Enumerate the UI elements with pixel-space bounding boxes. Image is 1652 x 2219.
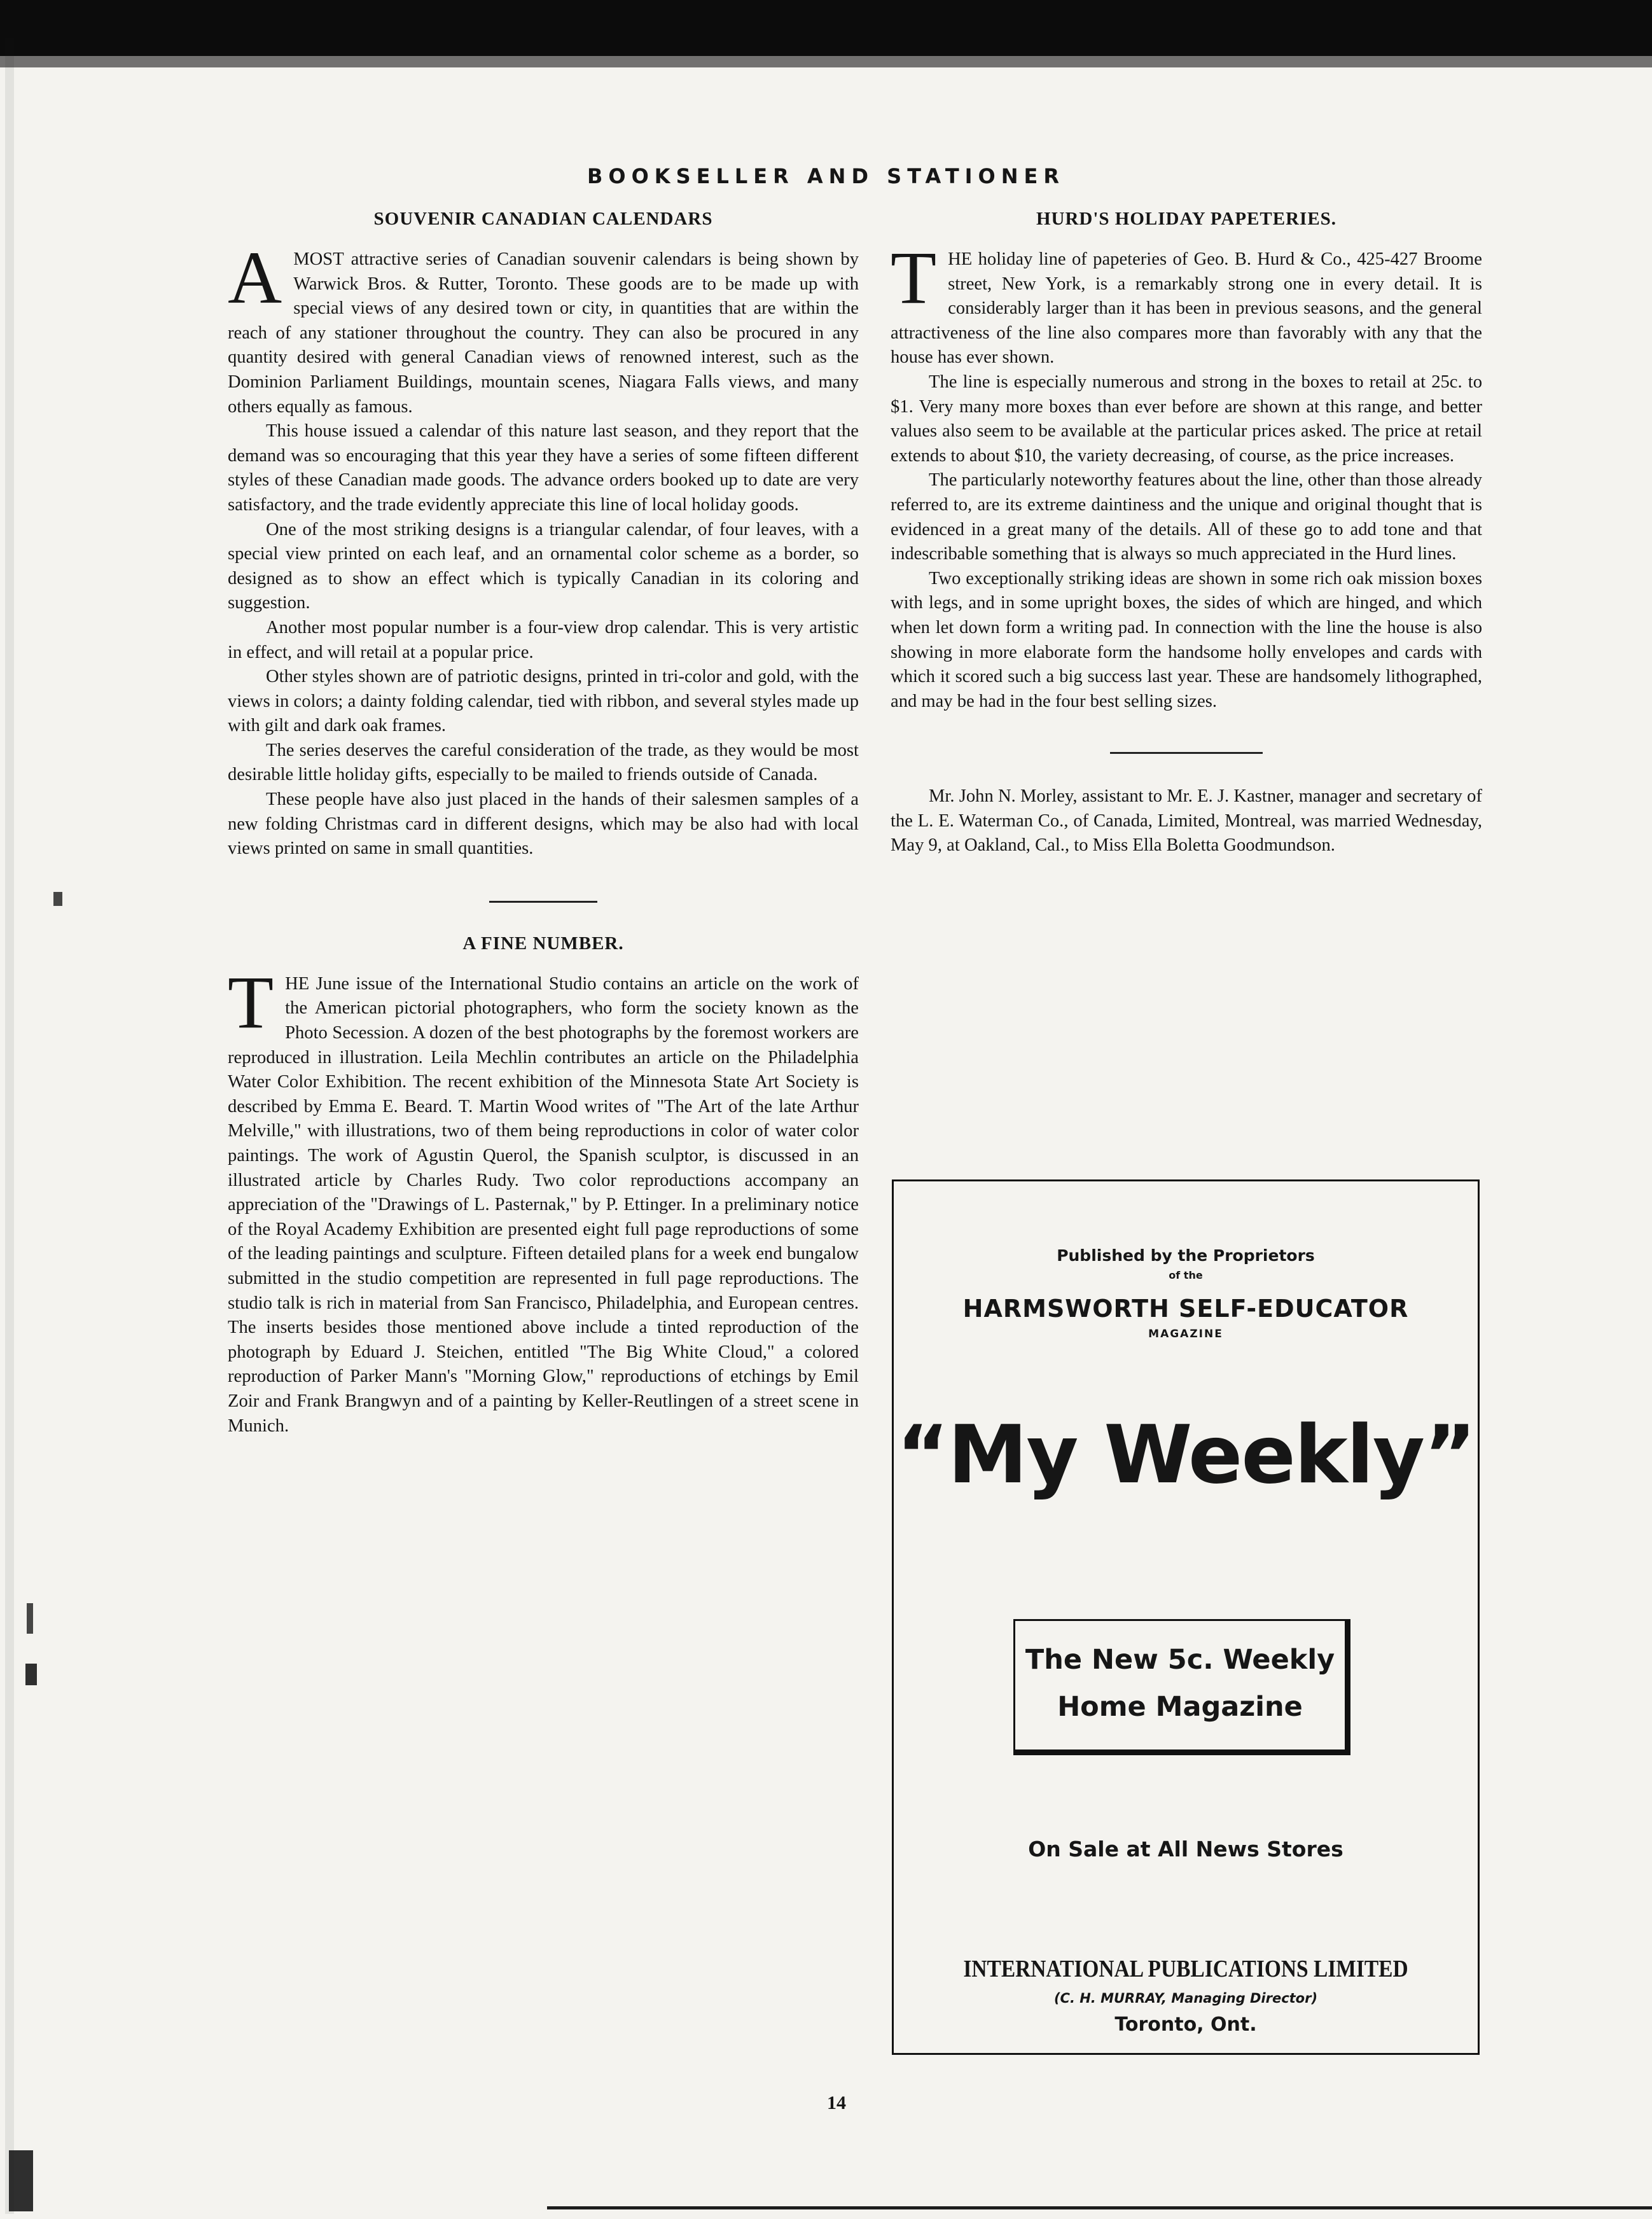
souvenir-paragraph-5: Other styles shown are of patriotic designs, printed in tri-color and gold, with the views in colors; a dainty folding calendar, tied with ribbon, and several styles made up with gilt and dark oak frames. [228,667,859,736]
page-number: 14 [827,2092,846,2113]
ad-director: (C. H. MURRAY, Managing Director) [1053,1991,1318,2006]
ad-company: INTERNATIONAL PUBLICATIONS LIMITED [963,1956,1408,1982]
souvenir-paragraph-1: AMOST attractive series of Canadian souvenir calendars is being shown by Warwick Bros. & Rutter, Toronto. These goods are to be made up with special views of any desired town or city, in quantities that are within the reach of any stationer throughout the country. They can also be procured in any quantity desired with general Canadian views of renowned interest, such as the Dominion Parliament Buildings, mountain scenes, Niagara Falls views, and many others equally as famous. [228,236,859,417]
ad-box-line-2: Home Magazine [1057,1691,1303,1723]
section-divider [489,901,597,903]
souvenir-paragraph-2: This house issued a calendar of this nature last season, and they report that the demand was so encouraging that this year they have a series of some fifteen different styles of these Canadian made goods. The advance orders booked up to date are very satisfactory, and the trade evidently appreciate this line of local holiday goods. [228,421,859,515]
morley-notice: Mr. John N. Morley, assistant to Mr. E. J. Kastner, manager and secretary of the L. E. Waterman Co., of Canada, Limited, Montreal, was married Wednesday, May 9, at Oakland, Cal., to Miss Ella Boletta Goodmundson. [891,786,1482,856]
souvenir-article-title: SOUVENIR CANADIAN CALENDARS [373,209,713,229]
ad-title: “My Weekly” [896,1408,1475,1501]
ad-magazine: MAGAZINE [1148,1328,1223,1340]
right-column [891,209,1482,858]
ad-of-the: of the [1169,1269,1203,1281]
hurd-paragraph-3: The particularly noteworthy features about the line, other than those already referred to, are its extreme daintiness and the unique and original thought that is evidenced in a great many of the details. All of these go to add tone and that indescribable something that is always so much appreciated in the Hurd lines. [891,470,1482,564]
fine-number-article-title: A FINE NUMBER. [462,933,624,954]
ad-city: Toronto, Ont. [1114,2014,1257,2036]
drop-cap: T [228,960,274,1044]
scan-speck [27,1603,33,1634]
fine-number-paragraph-1: THE June issue of the International Studio contains an article on the work of the American pictorial photographers, who form the society known as the Photo Secession. A dozen of the best photographs by the foremost workers are reproduced in illustration. Leila Mechlin contributes an article on the Philadelphia Water Color Exhibition. The recent exhibition of the Minnesota State Art Society is described by Emma E. Beard. T. Martin Wood writes of "The Art of the late Arthur Melville," with illustrations, two of them being reproductions in color of water color paintings. The work of Agustin Querol, the Spanish sculptor, is discussed in an illustrated article by Charles Rudy. Two color reproductions accompany an appreciation of the "Drawings of L. Pasternak," by P. Ettinger. In a preliminary notice of the Royal Academy Exhibition are presented eight full page reproductions of some of the leading paintings and sculpture. Fifteen detailed plans for a week end bungalow submitted in the studio competition are represented in full page reproductions. The studio talk is rich in material from San Francisco, Philadelphia, and European centres. The inserts besides those mentioned above include a tinted reproduction of the photograph by Eduard J. Steichen, entitled "The Big White Cloud," a colored reproduction of Parker Mann's "Morning Glow," reproductions of etchings by Emil Zoir and Frank Brangwyn and of a painting by Keller-Reutlingen of a street scene in Munich. [228,960,859,1436]
running-header: BOOKSELLER AND STATIONER [587,164,1065,188]
souvenir-paragraph-4: Another most popular number is a four-view drop calendar. This is very artistic in effect, and will retail at a popular price. [228,617,859,662]
scan-border-top [0,0,1652,56]
drop-cap: T [891,236,937,319]
souvenir-paragraph-6: The series deserves the careful consideration of the trade, as they would be most desirable little holiday gifts, especially to be mailed to friends outside of Canada. [228,740,859,785]
scan-edge-shadow [5,38,14,2214]
my-weekly-advertisement [892,1179,1480,2055]
souvenir-paragraph-3: One of the most striking designs is a triangular calendar, of four leaves, with a special view printed on each leaf, and an ornamental color scheme as a border, so designed as to show an effect which is typically Canadian in its coloring and suggestion. [228,519,859,613]
ad-harmsworth: HARMSWORTH SELF-EDUCATOR [962,1295,1409,1323]
ad-inner-box [1013,1619,1350,1755]
hurd-paragraph-1: THE holiday line of papeteries of Geo. B. Hurd & Co., 425-427 Broome street, New York, is a remarkably strong one in every detail. It is considerably larger than it has been in previous seasons, and the general attractiveness of the line also compares more than favorably with any that the house has ever shown. [891,236,1482,368]
section-divider [1110,752,1263,754]
hurd-paragraph-4: Two exceptionally striking ideas are shown in some rich oak mission boxes with legs, and in some upright boxes, the sides of which are hinged, and which when let down form a writing pad. In connection with the line the house is also showing in more elaborate form the handsome holly envelopes and cards with which it scored such a big success last year. These are handsomely lithographed, and may be had in the four best selling sizes. [891,568,1482,711]
scan-speck [25,1664,37,1685]
hurd-article-title: HURD'S HOLIDAY PAPETERIES. [1036,209,1337,229]
ad-published-by: Published by the Proprietors [1057,1246,1315,1265]
drop-cap: A [228,236,282,319]
ad-box-line-1: The New 5c. Weekly [1025,1644,1335,1676]
ad-on-sale: On Sale at All News Stores [1028,1837,1343,1861]
scan-border-shadow [0,56,1652,67]
scan-border-bottom [547,2206,1652,2209]
scan-speck [53,892,62,906]
souvenir-paragraph-7: These people have also just placed in the hands of their salesmen samples of a new folding Christmas card in different designs, which may be also had with local views printed on same in small quantities. [228,790,859,859]
left-column [228,209,859,1438]
hurd-paragraph-2: The line is especially numerous and strong in the boxes to retail at 25c. to $1. Very many more boxes than ever before are shown at this range, and better values also seem to be available at the particular prices asked. The price at retail extends to about $10, the variety decreasing, of course, as the price increases. [891,372,1482,466]
scan-speck [9,2150,33,2211]
